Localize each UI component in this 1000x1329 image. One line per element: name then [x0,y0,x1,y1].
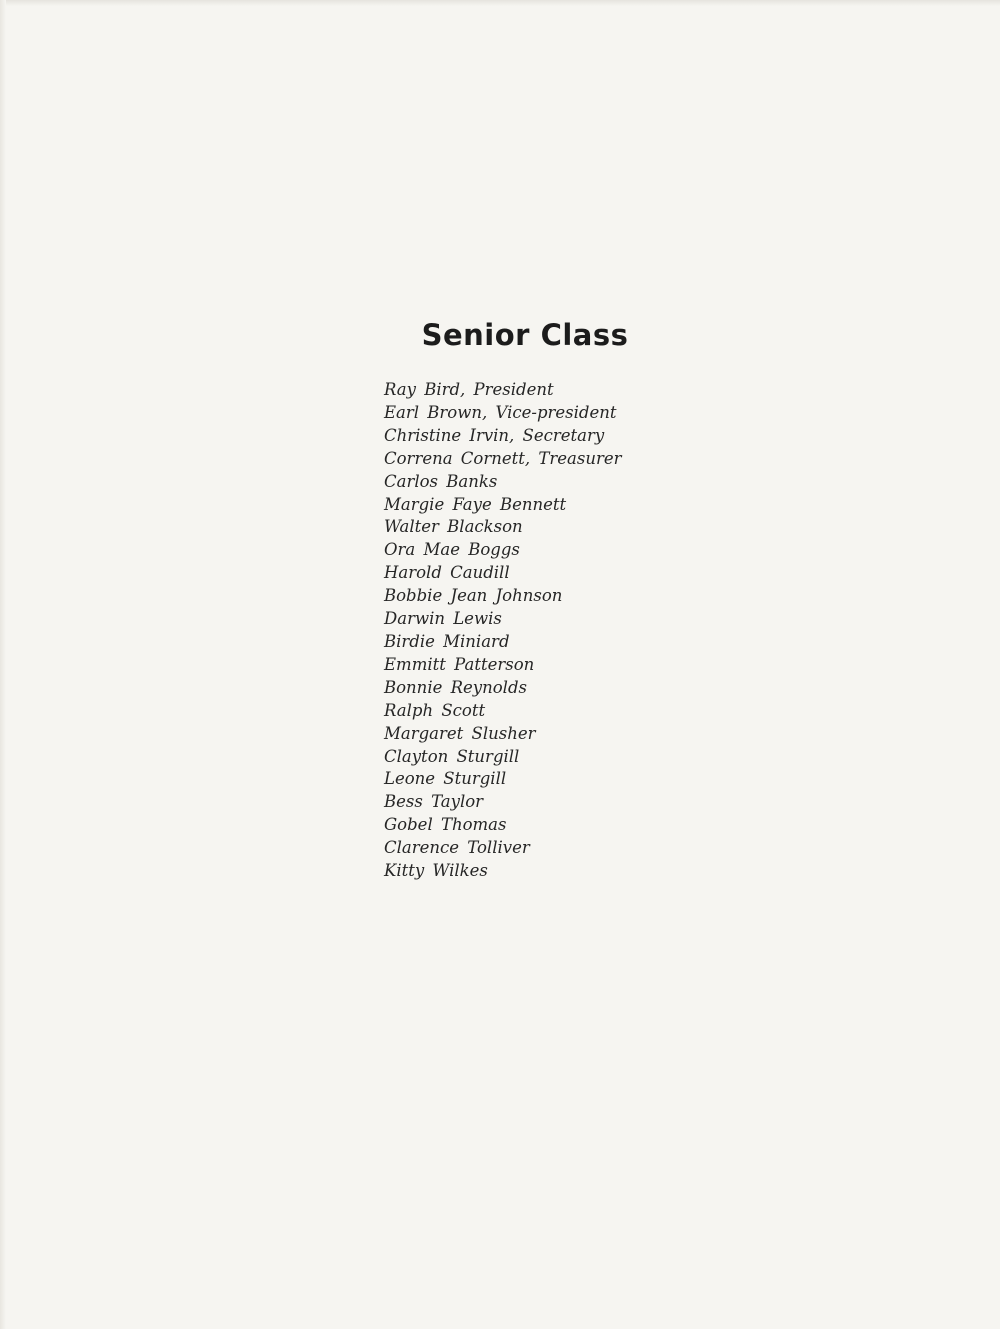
member-item: Gobel Thomas [384,815,507,835]
member-item: Walter Blackson [384,517,523,537]
member-item: Christine Irvin, Secretary [384,425,605,445]
member-item: Darwin Lewis [384,609,502,629]
member-item: Earl Brown, Vice-president [384,402,617,422]
member-item: Carlos Banks [384,471,498,491]
member-item: Correna Cornett, Treasurer [384,448,622,468]
member-item: Birdie Miniard [384,631,510,651]
member-item: Bonnie Reynolds [384,677,527,697]
member-item: Ralph Scott [384,700,486,720]
member-item: Kitty Wilkes [384,861,488,881]
member-item: Margaret Slusher [384,723,536,743]
page-top-edge [0,0,1000,6]
senior-class-member-list [384,379,622,883]
member-item: Bobbie Jean Johnson [384,586,563,606]
member-item: Leone Sturgill [384,769,507,789]
member-item: Ora Mae Boggs [384,540,520,560]
member-item: Harold Caudill [384,563,510,583]
member-item: Bess Taylor [384,792,484,812]
page-left-edge [0,0,6,1329]
member-item: Clarence Tolliver [384,838,530,858]
member-item: Clayton Sturgill [384,746,520,766]
page-heading: Senior Class [421,318,629,352]
member-item: Ray Bird, President [384,380,554,399]
member-item: Margie Faye Bennett [384,494,567,514]
member-item: Emmitt Patterson [384,654,535,674]
